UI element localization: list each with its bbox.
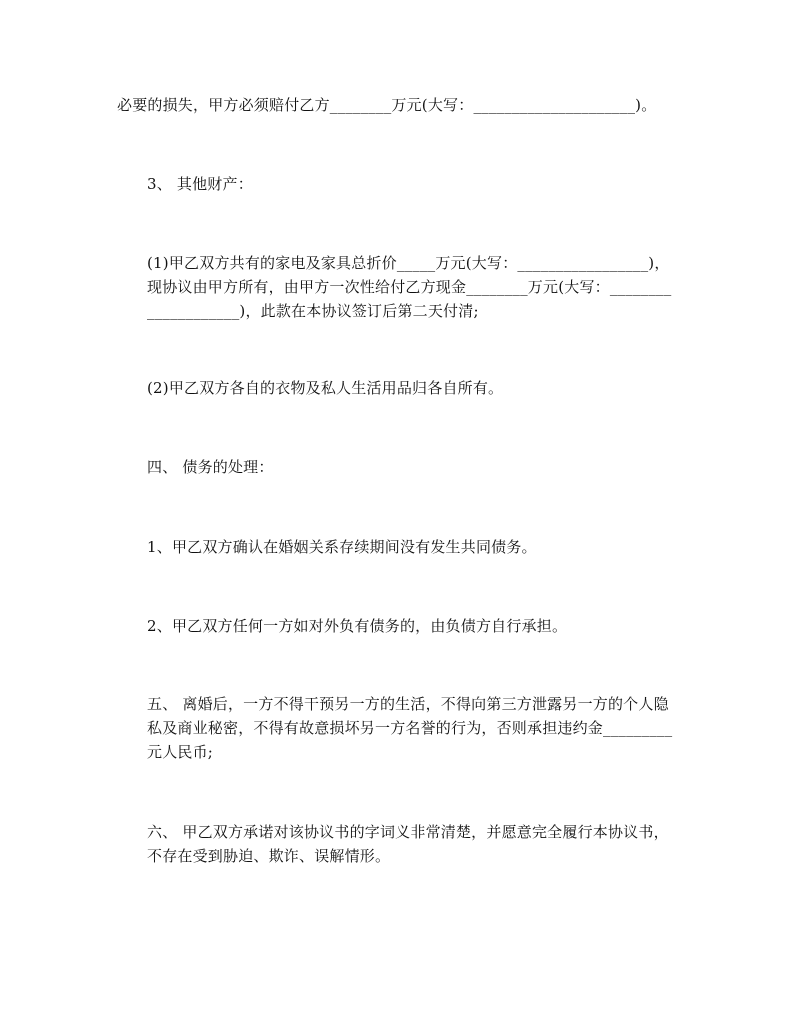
heading-debt-handling: 四、 债务的处理： <box>147 458 274 476</box>
paragraph-personal-items: (2)甲乙双方各自的衣物及私人生活用品归各自所有。 <box>147 379 504 397</box>
paragraph-compensation: 必要的损失，甲方必须赔付乙方________万元(大写：_____________________)。 <box>117 96 657 114</box>
paragraph-non-interference: 五、 离婚后，一方不得干预另一方的生活，不得向第三方泄露另一方的个人隐私及商业秘密，不得有故意损坏另一方名誉的行为，否则承担违约金_________元人民币; <box>147 695 673 761</box>
paragraph-individual-debt: 2、甲乙双方任何一方如对外负有债务的，由负债方自行承担。 <box>147 617 568 635</box>
heading-other-property: 3、 其他财产： <box>147 175 253 193</box>
paragraph-no-joint-debt: 1、甲乙双方确认在婚姻关系存续期间没有发生共同债务。 <box>147 538 537 556</box>
paragraph-appliances-furniture: (1)甲乙双方共有的家电及家具总折价_____万元(大写：_________________)，现协议由甲方所有，由甲方一次性给付乙方现金________万元(大写：____________________)，此款在本协议签订后第二天付清; <box>147 254 672 320</box>
paragraph-commitment: 六、 甲乙双方承诺对该协议书的字词义非常清楚，并愿意完全履行本协议书，不存在受到胁迫、欺诈、误解情形。 <box>147 823 669 865</box>
